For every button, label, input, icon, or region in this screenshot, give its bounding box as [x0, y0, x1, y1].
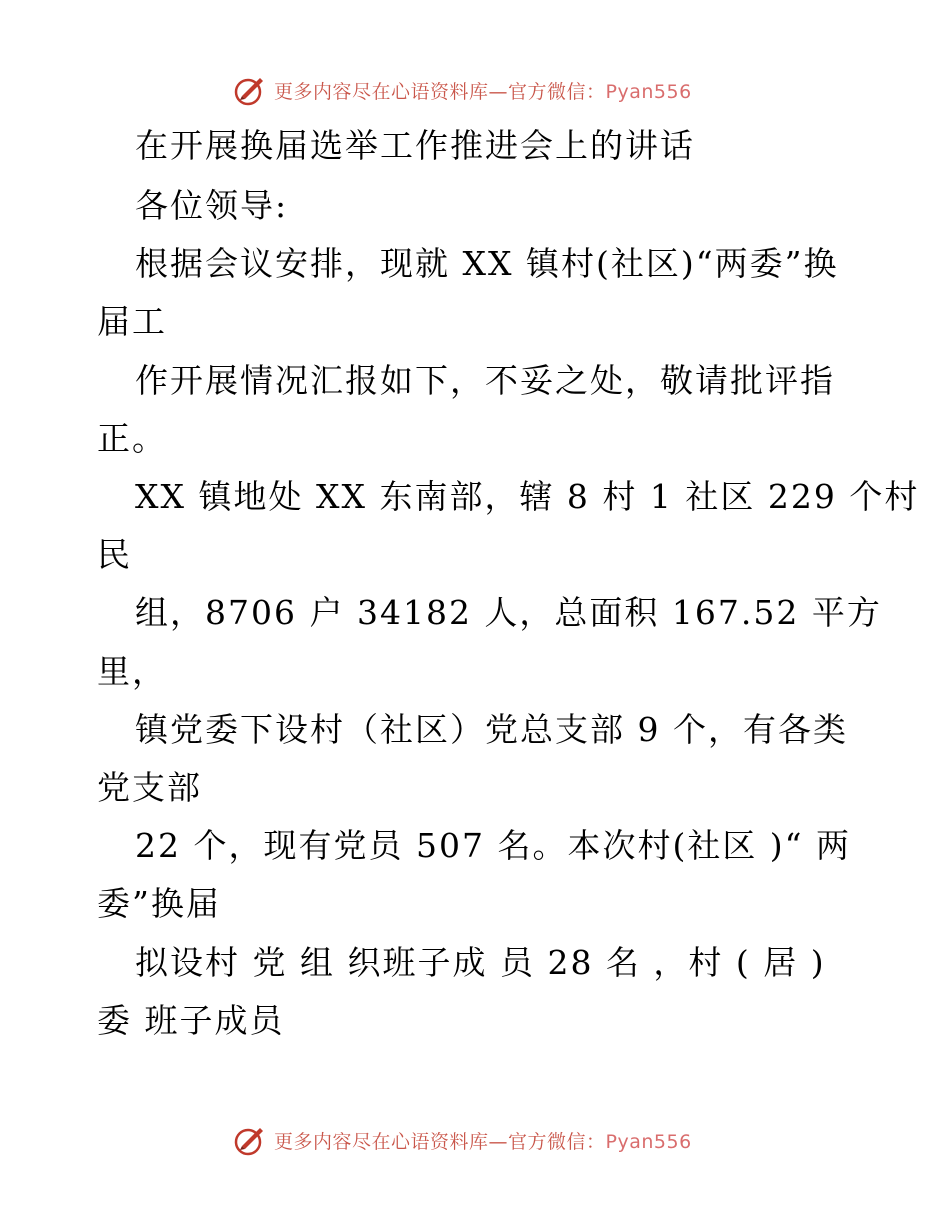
body-line: 民: [97, 535, 132, 574]
body-line: 22 个，现有党员 507 名。本次村(社区 )“ 两: [135, 826, 852, 865]
quill-pen-logo-icon: [232, 1122, 268, 1158]
footer-watermark: [232, 1120, 692, 1160]
body-line: 组，8706 户 34182 人，总面积 167.52 平方: [135, 593, 882, 632]
watermark-text: [274, 1127, 692, 1154]
watermark-handle: Pyan556: [605, 1130, 692, 1153]
body-line: 里，: [97, 652, 167, 691]
body-line: 作开展情况汇报如下，不妥之处，敬请批评指: [135, 361, 835, 400]
body-line: 根据会议安排，现就 XX 镇村(社区)“两委”换: [135, 244, 839, 283]
body-line: 委”换届: [97, 884, 221, 923]
body-line: 委 班子成员: [97, 1001, 285, 1040]
quill-pen-logo-icon: [232, 72, 268, 108]
watermark-label: 更多内容尽在心语资料库—官方微信：: [274, 80, 606, 103]
body-line: 正。: [97, 419, 167, 458]
body-line: 党支部: [97, 768, 202, 807]
document-title: 在开展换届选举工作推进会上的讲话: [135, 126, 695, 165]
salutation: 各位领导:: [135, 186, 289, 225]
watermark-text: [274, 77, 692, 104]
body-line: 拟设村 党 组 织班子成 员 28 名 ，村 ( 居 ): [135, 943, 826, 982]
body-line: 镇党委下设村（社区）党总支部 9 个，有各类: [135, 710, 848, 749]
body-line: 届工: [97, 302, 167, 341]
header-watermark: [232, 70, 692, 110]
watermark-handle: Pyan556: [605, 80, 692, 103]
body-line: XX 镇地处 XX 东南部，辖 8 村 1 社区 229 个村: [135, 477, 920, 516]
watermark-label: 更多内容尽在心语资料库—官方微信：: [274, 1130, 606, 1153]
